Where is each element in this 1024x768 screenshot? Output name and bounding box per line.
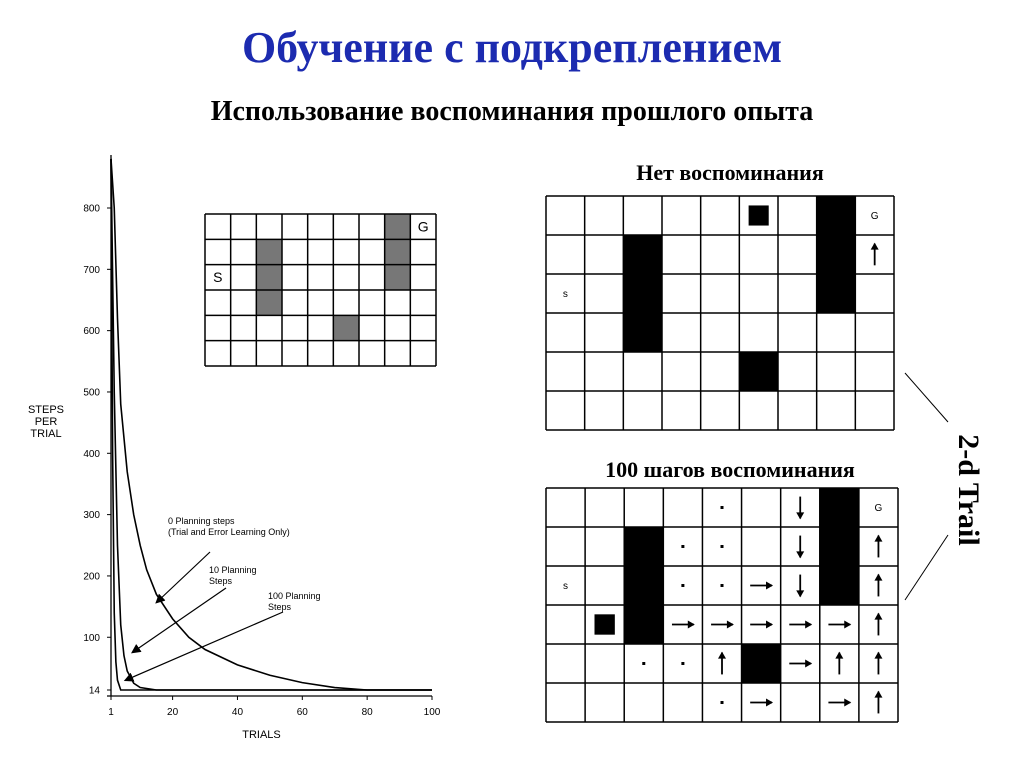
policy-arrow-head bbox=[844, 699, 851, 707]
policy-dot bbox=[681, 662, 684, 665]
wall-cell bbox=[385, 265, 411, 290]
y-tick-label: 14 bbox=[88, 685, 100, 697]
y-axis-label-line: TRIAL bbox=[30, 428, 62, 440]
wall-cell bbox=[256, 239, 282, 264]
x-tick-label: 20 bbox=[167, 707, 179, 718]
wall-cell bbox=[817, 235, 856, 274]
start-label: s bbox=[563, 581, 569, 592]
annotation-arrow-0 bbox=[157, 552, 210, 602]
x-tick-label: 1 bbox=[108, 707, 114, 718]
goal-label: G bbox=[870, 211, 879, 222]
x-axis-label: TRIALS bbox=[242, 729, 281, 741]
slide-subtitle: Использование воспоминания прошлого опыта bbox=[210, 96, 814, 127]
agent-marker bbox=[594, 614, 614, 634]
start-label: S bbox=[213, 269, 223, 286]
y-tick-label: 100 bbox=[83, 632, 100, 644]
x-tick-label: 100 bbox=[423, 707, 441, 718]
annotation-arrow-2 bbox=[126, 612, 283, 680]
policy-arrow-head bbox=[805, 660, 812, 668]
wall-cell bbox=[385, 239, 411, 264]
y-tick-label: 200 bbox=[83, 571, 100, 583]
x-tick-label: 60 bbox=[296, 707, 308, 718]
maze-100-steps bbox=[546, 488, 898, 722]
y-tick-label: 300 bbox=[83, 510, 100, 522]
policy-arrow-head bbox=[718, 652, 726, 659]
y-tick-label: 600 bbox=[83, 326, 100, 338]
y-tick-label: 500 bbox=[83, 387, 100, 399]
wall-cell bbox=[820, 527, 859, 566]
policy-arrow-head bbox=[874, 691, 882, 698]
annotation-1-line: Steps bbox=[209, 576, 233, 586]
policy-arrow-head bbox=[766, 699, 773, 707]
policy-arrow-head bbox=[874, 574, 882, 581]
policy-dot bbox=[642, 623, 645, 626]
policy-arrow-head bbox=[835, 652, 843, 659]
annotation-2-line: 100 Planning bbox=[268, 591, 321, 601]
policy-arrow-head bbox=[874, 613, 882, 620]
y-axis-label bbox=[28, 404, 64, 440]
policy-arrow-head bbox=[874, 535, 882, 542]
wall-cell bbox=[333, 315, 359, 340]
wall-cell bbox=[820, 488, 859, 527]
x-tick-label: 80 bbox=[361, 707, 373, 718]
connector-line-bottom bbox=[905, 535, 948, 600]
policy-dot bbox=[681, 584, 684, 587]
wall-cell bbox=[256, 265, 282, 290]
wall-cell bbox=[739, 352, 778, 391]
goal-label: G bbox=[417, 218, 429, 235]
policy-dot bbox=[721, 506, 724, 509]
wall-cell bbox=[817, 196, 856, 235]
policy-dot bbox=[642, 662, 645, 665]
policy-arrow-head bbox=[796, 590, 804, 597]
annotation-0 bbox=[168, 516, 290, 537]
policy-dot bbox=[681, 545, 684, 548]
policy-arrow-head bbox=[805, 621, 812, 629]
wall-cell bbox=[742, 644, 781, 683]
policy-dot bbox=[721, 545, 724, 548]
annotation-1-line: 10 Planning bbox=[209, 565, 257, 575]
y-tick-label: 700 bbox=[83, 264, 100, 276]
wall-cell bbox=[624, 527, 663, 566]
policy-arrow-head bbox=[874, 652, 882, 659]
y-tick-label: 800 bbox=[83, 203, 100, 215]
y-axis-label-line: STEPS bbox=[27, 404, 65, 416]
slide-title: Обучение с подкреплением bbox=[241, 23, 783, 72]
annotation-2 bbox=[268, 591, 321, 612]
annotation-2-line: Steps bbox=[268, 602, 292, 612]
annotation-0-line: 0 Planning steps bbox=[168, 516, 235, 526]
policy-dot bbox=[642, 584, 645, 587]
mazes-layer bbox=[205, 196, 898, 722]
wall-cell bbox=[256, 290, 282, 315]
policy-arrow-head bbox=[727, 621, 734, 629]
wall-cell bbox=[817, 274, 856, 313]
side-label-text: 2-d Trail bbox=[952, 434, 985, 546]
wall-cell bbox=[385, 214, 411, 239]
maze-no-memory bbox=[546, 196, 894, 430]
policy-dot bbox=[721, 584, 724, 587]
connector-line-top bbox=[905, 373, 948, 422]
wall-cell bbox=[623, 274, 662, 313]
wall-cell bbox=[820, 566, 859, 605]
policy-arrow-head bbox=[688, 621, 695, 629]
goal-label: G bbox=[874, 503, 883, 514]
caption-100-steps: 100 шагов воспоминания bbox=[605, 457, 855, 482]
wall-cell bbox=[623, 235, 662, 274]
policy-arrow-head bbox=[766, 621, 773, 629]
policy-dot bbox=[721, 701, 724, 704]
policy-arrow-head bbox=[796, 512, 804, 519]
y-tick-label: 400 bbox=[83, 448, 100, 460]
caption-no-memory: Нет воспоминания bbox=[636, 160, 824, 185]
wall-cell bbox=[623, 313, 662, 352]
chart-layer bbox=[28, 155, 441, 741]
policy-arrow-head bbox=[796, 551, 804, 558]
small-maze bbox=[205, 214, 436, 366]
annotation-0-line: (Trial and Error Learning Only) bbox=[168, 527, 290, 537]
policy-arrow-head bbox=[766, 582, 773, 590]
annotation-1 bbox=[209, 565, 257, 586]
y-axis-label-line: PER bbox=[34, 416, 58, 428]
start-label: s bbox=[562, 289, 568, 300]
agent-marker bbox=[749, 205, 769, 225]
policy-arrow-head bbox=[871, 243, 879, 250]
policy-arrow-head bbox=[844, 621, 851, 629]
x-tick-label: 40 bbox=[231, 707, 244, 718]
